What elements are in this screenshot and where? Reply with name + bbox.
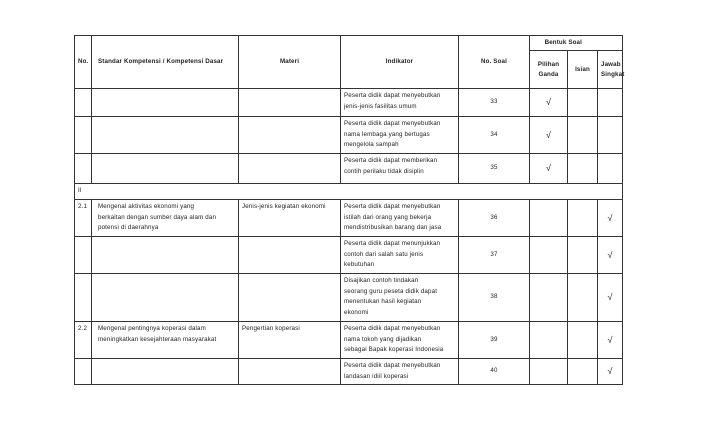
row-materi [239,358,341,384]
row-indikator [341,89,459,117]
row-kompetensi [92,199,239,236]
cell-isian [568,274,598,322]
check-mark-icon: √ [607,212,613,223]
indikator-line: Peserta didik dapat menyebutkan [344,361,441,369]
indikator-line: mendistribusikan barang dan jasa [344,224,442,232]
header-no: No. [75,36,92,89]
cell-pilihan-ganda [530,154,568,184]
check-mark-icon: √ [607,292,613,303]
row-no-soal: 39 [459,321,530,358]
row-indikator [341,321,459,358]
row-no [75,117,92,154]
header-indikator: Indikator [341,36,459,89]
indikator-line: Peserta didik dapat menunjukkan [344,239,441,247]
row-indikator [341,274,459,322]
indikator-line: menentukan hasil kegiatan [344,298,422,306]
kompetensi-line: Mengenal aktivitas ekonomi yang [98,202,195,210]
check-mark-icon: √ [545,97,552,108]
indikator-line: Peserta didik dapat menyebutkan [344,324,441,332]
table-row [75,117,623,154]
row-materi [239,236,341,273]
cell-isian [568,89,598,117]
section-label: II [75,184,623,200]
cell-jawab-singkat [598,358,623,384]
indikator-line: contoh dari salah satu jenis [344,250,424,258]
row-kompetensi [92,321,239,358]
row-materi: Jenis-jenis kegiatan ekonomi [239,199,341,236]
row-kompetensi [92,89,239,117]
check-mark-icon: √ [545,163,552,174]
row-materi [239,89,341,117]
row-kompetensi [92,358,239,384]
cell-jawab-singkat [598,89,623,117]
row-materi [239,274,341,322]
kisi-kisi-table [74,35,623,385]
table-row [75,274,623,322]
row-materi: Pengertian koperasi [239,321,341,358]
table-row [75,199,623,236]
row-kompetensi [92,236,239,273]
cell-jawab-singkat [598,274,623,322]
row-no-soal: 33 [459,89,530,117]
row-no-soal: 40 [459,358,530,384]
indikator-line: kebutuhan [344,261,375,269]
row-no-soal: 38 [459,274,530,322]
header-pilihan-ganda [530,51,568,89]
table-row [75,321,623,358]
indikator-line: jenis-jenis fasilitas umum [344,102,417,110]
cell-jawab-singkat [598,117,623,154]
indikator-line: Peserta didik dapat menyebutkan [344,120,441,127]
row-indikator [341,358,459,384]
cell-pilihan-ganda [530,321,568,358]
indikator-line: contih perilaku tidak disiplin [344,167,424,175]
indikator-line: nama lembaga yang bertugas [344,130,430,138]
row-no: 2.1 [75,199,92,236]
header-pilihan-ganda-line-1: Pilihan [537,61,560,68]
header-materi: Materi [239,36,341,89]
cell-pilihan-ganda [530,117,568,154]
row-no [75,358,92,384]
indikator-line: sebagai Bapak koperasi Indonesia [344,346,444,354]
header-jawab-singkat-line-1: Jawab [601,61,621,68]
cell-isian [568,236,598,273]
row-no-soal: 34 [459,117,530,154]
cell-jawab-singkat [598,321,623,358]
row-no-soal: 35 [459,154,530,184]
header-jawab-singkat [598,51,623,89]
row-no [75,274,92,322]
cell-pilihan-ganda [530,274,568,322]
row-indikator [341,236,459,273]
cell-jawab-singkat [598,154,623,184]
cell-pilihan-ganda [530,236,568,273]
cell-isian [568,358,598,384]
kompetensi-line: Mengenal pentingnya koperasi dalam [98,324,206,332]
kompetensi-line: potensi di daerahnya [98,224,159,232]
header-bentuk-soal: Bentuk Soal [530,36,623,51]
cell-pilihan-ganda [530,199,568,236]
indikator-line: landasan idiil koperasi [344,372,409,380]
row-kompetensi [92,274,239,322]
row-no-soal: 36 [459,199,530,236]
row-indikator [341,117,459,154]
section-row [75,184,623,200]
check-mark-icon: √ [607,334,613,345]
cell-isian [568,321,598,358]
indikator-line: Disajikan contoh tindakan [344,277,419,285]
indikator-line: istilah dari orang yang bekerja [344,213,432,221]
table-row [75,358,623,384]
kompetensi-line: berkaitan dengan sumber daya alam dan [98,213,217,221]
indikator-line: nama tokoh yang dijadikan [344,335,422,343]
indikator-line: ekonomi [344,309,369,317]
cell-isian [568,199,598,236]
row-kompetensi [92,117,239,154]
kompetensi-line: meningkatkan kesejahteraan masyarakat [98,335,217,343]
cell-isian [568,117,598,154]
row-materi [239,154,341,184]
cell-pilihan-ganda [530,89,568,117]
header-no-soal: No. Soal [459,36,530,89]
cell-isian [568,154,598,184]
cell-jawab-singkat [598,199,623,236]
row-no-soal: 37 [459,236,530,273]
header-standar-kompetensi: Standar Kompetensi / Kompetensi Dasar [92,36,239,89]
table-row [75,89,623,117]
row-indikator [341,199,459,236]
table-row [75,154,623,184]
indikator-line: seorang guru peseta didik dapat [344,287,438,295]
indikator-line: Peserta didik dapat menyebutkan [344,202,441,210]
indikator-line: Peserta didik dapat memberikan [344,157,438,165]
header-pilihan-ganda-line-2: Ganda [538,70,559,78]
check-mark-icon: √ [545,129,552,140]
row-kompetensi [92,154,239,184]
table-row [75,236,623,273]
cell-jawab-singkat [598,236,623,273]
row-materi [239,117,341,154]
check-mark-icon: √ [607,249,613,260]
indikator-line: mengelola sampah [344,141,399,149]
indikator-line: Peserta didik dapat menyebutkan [344,92,441,99]
check-mark-icon: √ [607,366,613,377]
table-body [75,89,623,385]
row-no [75,89,92,117]
row-no: 2.2 [75,321,92,358]
cell-pilihan-ganda [530,358,568,384]
row-no [75,236,92,273]
row-no [75,154,92,184]
row-indikator [341,154,459,184]
header-isian: Isian [568,51,598,89]
header-jawab-singkat-line-2: Singkat [601,70,625,78]
